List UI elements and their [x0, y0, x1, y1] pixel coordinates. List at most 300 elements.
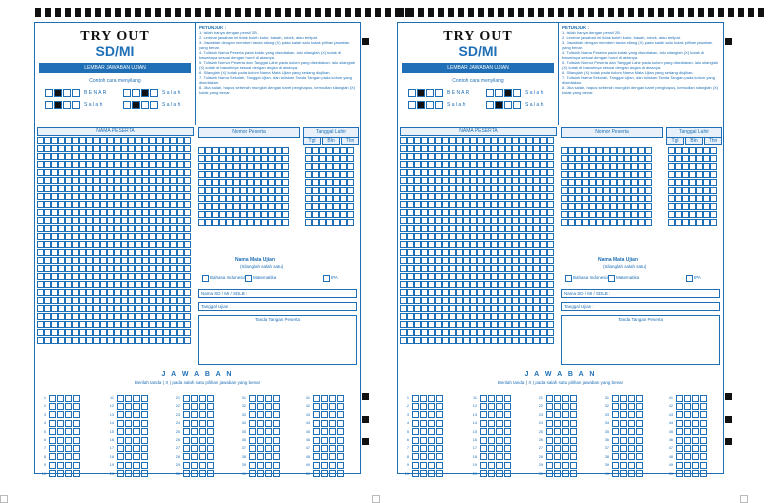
bubble[interactable]: [463, 329, 470, 336]
bubble[interactable]: [400, 177, 407, 184]
bubble[interactable]: [282, 203, 289, 210]
answer-bubble[interactable]: [546, 453, 553, 460]
bubble[interactable]: [491, 241, 498, 248]
answer-bubble[interactable]: [436, 470, 443, 477]
bubble[interactable]: [177, 153, 184, 160]
answer-bubble[interactable]: [141, 453, 148, 460]
bubble[interactable]: [333, 147, 340, 154]
bubble[interactable]: [645, 187, 652, 194]
bubble[interactable]: [58, 161, 65, 168]
bubble[interactable]: [526, 321, 533, 328]
bubble[interactable]: [163, 249, 170, 256]
bubble[interactable]: [79, 297, 86, 304]
bubble[interactable]: [319, 203, 326, 210]
bubble[interactable]: [51, 329, 58, 336]
bubble[interactable]: [540, 329, 547, 336]
answer-bubble[interactable]: [562, 403, 569, 410]
bubble[interactable]: [400, 153, 407, 160]
bubble[interactable]: [312, 163, 319, 170]
bubble[interactable]: [121, 233, 128, 240]
bubble[interactable]: [470, 305, 477, 312]
bubble[interactable]: [72, 169, 79, 176]
bubble[interactable]: [305, 211, 312, 218]
bubble[interactable]: [400, 201, 407, 208]
answer-bubble[interactable]: [620, 403, 627, 410]
bubble[interactable]: [624, 195, 631, 202]
answer-bubble[interactable]: [117, 395, 124, 402]
answer-bubble[interactable]: [628, 445, 635, 452]
bubble[interactable]: [93, 241, 100, 248]
bubble[interactable]: [65, 297, 72, 304]
bubble[interactable]: [107, 257, 114, 264]
bubble[interactable]: [184, 161, 191, 168]
bubble[interactable]: [340, 171, 347, 178]
answer-bubble[interactable]: [676, 453, 683, 460]
answer-bubble[interactable]: [65, 420, 72, 427]
bubble[interactable]: [170, 217, 177, 224]
bubble[interactable]: [477, 185, 484, 192]
answer-bubble[interactable]: [504, 437, 511, 444]
answer-bubble[interactable]: [436, 453, 443, 460]
bubble[interactable]: [184, 313, 191, 320]
bubble[interactable]: [421, 273, 428, 280]
bubble[interactable]: [463, 265, 470, 272]
bubble[interactable]: [65, 289, 72, 296]
bubble[interactable]: [526, 329, 533, 336]
answer-bubble[interactable]: [49, 411, 56, 418]
bubble[interactable]: [198, 147, 205, 154]
answer-bubble[interactable]: [546, 428, 553, 435]
answer-bubble[interactable]: [700, 445, 707, 452]
bubble[interactable]: [177, 225, 184, 232]
bubble[interactable]: [326, 147, 333, 154]
answer-bubble[interactable]: [570, 453, 577, 460]
bubble[interactable]: [268, 147, 275, 154]
answer-bubble[interactable]: [199, 395, 206, 402]
bubble[interactable]: [198, 187, 205, 194]
bubble[interactable]: [407, 161, 414, 168]
answer-bubble[interactable]: [125, 395, 132, 402]
answer-bubble[interactable]: [249, 420, 256, 427]
bubble[interactable]: [505, 249, 512, 256]
bubble[interactable]: [268, 171, 275, 178]
bubble[interactable]: [347, 203, 354, 210]
bubble[interactable]: [477, 193, 484, 200]
bubble[interactable]: [149, 281, 156, 288]
bubble[interactable]: [442, 289, 449, 296]
answer-bubble[interactable]: [436, 462, 443, 469]
bubble[interactable]: [582, 203, 589, 210]
bubble[interactable]: [414, 209, 421, 216]
bubble[interactable]: [407, 273, 414, 280]
bubble[interactable]: [400, 329, 407, 336]
bubble[interactable]: [149, 169, 156, 176]
answer-bubble[interactable]: [546, 395, 553, 402]
bubble[interactable]: [682, 203, 689, 210]
bubble[interactable]: [107, 265, 114, 272]
bubble[interactable]: [142, 241, 149, 248]
bubble[interactable]: [184, 321, 191, 328]
bubble[interactable]: [407, 289, 414, 296]
bubble[interactable]: [198, 203, 205, 210]
bubble[interactable]: [268, 219, 275, 226]
bubble[interactable]: [610, 147, 617, 154]
bubble[interactable]: [156, 145, 163, 152]
bubble[interactable]: [79, 265, 86, 272]
bubble[interactable]: [114, 337, 121, 344]
bubble[interactable]: [128, 241, 135, 248]
bubble[interactable]: [149, 137, 156, 144]
bubble[interactable]: [128, 329, 135, 336]
bubble[interactable]: [212, 171, 219, 178]
bubble[interactable]: [442, 201, 449, 208]
bubble[interactable]: [142, 297, 149, 304]
bubble[interactable]: [142, 329, 149, 336]
answer-bubble[interactable]: [428, 411, 435, 418]
bubble[interactable]: [58, 241, 65, 248]
answer-bubble[interactable]: [412, 437, 419, 444]
answer-bubble[interactable]: [57, 437, 64, 444]
bubble[interactable]: [58, 313, 65, 320]
bubble[interactable]: [596, 187, 603, 194]
answer-bubble[interactable]: [676, 411, 683, 418]
bubble[interactable]: [470, 161, 477, 168]
bubble[interactable]: [340, 155, 347, 162]
bubble[interactable]: [282, 195, 289, 202]
bubble[interactable]: [519, 321, 526, 328]
bubble[interactable]: [414, 169, 421, 176]
bubble[interactable]: [319, 155, 326, 162]
bubble[interactable]: [596, 203, 603, 210]
bubble[interactable]: [128, 177, 135, 184]
bubble[interactable]: [519, 185, 526, 192]
bubble[interactable]: [177, 265, 184, 272]
bubble[interactable]: [519, 153, 526, 160]
bubble[interactable]: [491, 297, 498, 304]
bubble[interactable]: [240, 219, 247, 226]
bubble[interactable]: [547, 209, 554, 216]
answer-bubble[interactable]: [249, 428, 256, 435]
answer-bubble[interactable]: [496, 462, 503, 469]
bubble[interactable]: [37, 177, 44, 184]
answer-bubble[interactable]: [436, 395, 443, 402]
bubble[interactable]: [275, 195, 282, 202]
bubble[interactable]: [512, 257, 519, 264]
bubble[interactable]: [65, 249, 72, 256]
bubble[interactable]: [456, 329, 463, 336]
bubble[interactable]: [319, 219, 326, 226]
bubble[interactable]: [79, 241, 86, 248]
answer-bubble[interactable]: [329, 395, 336, 402]
bubble[interactable]: [156, 281, 163, 288]
bubble[interactable]: [603, 187, 610, 194]
bubble[interactable]: [645, 163, 652, 170]
answer-bubble[interactable]: [313, 437, 320, 444]
bubble[interactable]: [177, 185, 184, 192]
bubble[interactable]: [233, 179, 240, 186]
bubble[interactable]: [312, 147, 319, 154]
answer-bubble[interactable]: [676, 403, 683, 410]
bubble[interactable]: [589, 211, 596, 218]
answer-bubble[interactable]: [329, 437, 336, 444]
answer-bubble[interactable]: [488, 420, 495, 427]
bubble[interactable]: [282, 219, 289, 226]
bubble[interactable]: [407, 249, 414, 256]
bubble[interactable]: [107, 185, 114, 192]
bubble[interactable]: [498, 177, 505, 184]
bubble[interactable]: [428, 209, 435, 216]
answer-bubble[interactable]: [191, 403, 198, 410]
bubble[interactable]: [400, 321, 407, 328]
bubble[interactable]: [463, 137, 470, 144]
bubble[interactable]: [142, 233, 149, 240]
bubble[interactable]: [491, 233, 498, 240]
answer-bubble[interactable]: [480, 453, 487, 460]
bubble[interactable]: [400, 265, 407, 272]
bubble[interactable]: [37, 321, 44, 328]
answer-bubble[interactable]: [207, 428, 214, 435]
bubble[interactable]: [449, 289, 456, 296]
bubble[interactable]: [275, 155, 282, 162]
subject-checkbox[interactable]: [323, 275, 330, 282]
bubble[interactable]: [414, 337, 421, 344]
answer-bubble[interactable]: [191, 428, 198, 435]
bubble[interactable]: [449, 145, 456, 152]
bubble[interactable]: [79, 145, 86, 152]
bubble[interactable]: [142, 193, 149, 200]
bubble[interactable]: [128, 321, 135, 328]
bubble[interactable]: [163, 329, 170, 336]
bubble[interactable]: [198, 179, 205, 186]
answer-bubble[interactable]: [49, 395, 56, 402]
bubble[interactable]: [505, 145, 512, 152]
bubble[interactable]: [421, 257, 428, 264]
bubble[interactable]: [505, 233, 512, 240]
bubble[interactable]: [582, 195, 589, 202]
bubble[interactable]: [505, 281, 512, 288]
bubble[interactable]: [135, 281, 142, 288]
bubble[interactable]: [449, 209, 456, 216]
bubble[interactable]: [689, 219, 696, 226]
bubble[interactable]: [547, 145, 554, 152]
bubble[interactable]: [533, 137, 540, 144]
answer-bubble[interactable]: [684, 420, 691, 427]
bubble[interactable]: [163, 313, 170, 320]
bubble[interactable]: [589, 147, 596, 154]
bubble[interactable]: [414, 305, 421, 312]
bubble[interactable]: [484, 281, 491, 288]
bubble[interactable]: [575, 147, 582, 154]
bubble[interactable]: [505, 321, 512, 328]
bubble[interactable]: [491, 329, 498, 336]
bubble[interactable]: [477, 137, 484, 144]
answer-bubble[interactable]: [636, 403, 643, 410]
bubble[interactable]: [107, 177, 114, 184]
bubble[interactable]: [347, 219, 354, 226]
bubble[interactable]: [44, 225, 51, 232]
answer-bubble[interactable]: [133, 428, 140, 435]
bubble[interactable]: [470, 257, 477, 264]
answer-bubble[interactable]: [546, 437, 553, 444]
bubble[interactable]: [340, 203, 347, 210]
bubble[interactable]: [58, 249, 65, 256]
bubble[interactable]: [568, 171, 575, 178]
bubble[interactable]: [128, 209, 135, 216]
bubble[interactable]: [312, 211, 319, 218]
bubble[interactable]: [428, 337, 435, 344]
answer-bubble[interactable]: [191, 453, 198, 460]
answer-bubble[interactable]: [570, 437, 577, 444]
bubble[interactable]: [347, 155, 354, 162]
bubble[interactable]: [442, 321, 449, 328]
bubble[interactable]: [400, 209, 407, 216]
bubble[interactable]: [603, 203, 610, 210]
bubble[interactable]: [65, 305, 72, 312]
bubble[interactable]: [205, 163, 212, 170]
bubble[interactable]: [512, 137, 519, 144]
bubble[interactable]: [156, 257, 163, 264]
answer-bubble[interactable]: [562, 411, 569, 418]
answer-bubble[interactable]: [504, 453, 511, 460]
bubble[interactable]: [205, 179, 212, 186]
bubble[interactable]: [470, 281, 477, 288]
bubble[interactable]: [156, 185, 163, 192]
bubble[interactable]: [470, 313, 477, 320]
bubble[interactable]: [282, 147, 289, 154]
bubble[interactable]: [305, 163, 312, 170]
answer-bubble[interactable]: [57, 420, 64, 427]
bubble[interactable]: [603, 195, 610, 202]
answer-bubble[interactable]: [49, 403, 56, 410]
bubble[interactable]: [79, 257, 86, 264]
bubble[interactable]: [305, 179, 312, 186]
bubble[interactable]: [44, 169, 51, 176]
bubble[interactable]: [407, 185, 414, 192]
answer-bubble[interactable]: [337, 437, 344, 444]
bubble[interactable]: [463, 305, 470, 312]
bubble[interactable]: [414, 193, 421, 200]
bubble[interactable]: [86, 177, 93, 184]
bubble[interactable]: [233, 147, 240, 154]
answer-bubble[interactable]: [337, 403, 344, 410]
bubble[interactable]: [498, 265, 505, 272]
bubble[interactable]: [456, 137, 463, 144]
answer-bubble[interactable]: [692, 395, 699, 402]
answer-bubble[interactable]: [183, 403, 190, 410]
bubble[interactable]: [86, 145, 93, 152]
bubble[interactable]: [484, 201, 491, 208]
bubble[interactable]: [512, 249, 519, 256]
answer-bubble[interactable]: [412, 462, 419, 469]
bubble[interactable]: [477, 225, 484, 232]
bubble[interactable]: [156, 233, 163, 240]
bubble[interactable]: [491, 193, 498, 200]
bubble[interactable]: [114, 193, 121, 200]
bubble[interactable]: [282, 163, 289, 170]
bubble[interactable]: [37, 193, 44, 200]
answer-bubble[interactable]: [199, 462, 206, 469]
bubble[interactable]: [128, 273, 135, 280]
bubble[interactable]: [51, 201, 58, 208]
bubble[interactable]: [37, 337, 44, 344]
bubble[interactable]: [170, 313, 177, 320]
bubble[interactable]: [333, 187, 340, 194]
answer-bubble[interactable]: [265, 411, 272, 418]
bubble[interactable]: [505, 241, 512, 248]
bubble[interactable]: [282, 171, 289, 178]
answer-bubble[interactable]: [428, 395, 435, 402]
bubble[interactable]: [463, 241, 470, 248]
bubble[interactable]: [533, 289, 540, 296]
answer-bubble[interactable]: [249, 470, 256, 477]
answer-bubble[interactable]: [117, 470, 124, 477]
bubble[interactable]: [142, 313, 149, 320]
bubble[interactable]: [100, 225, 107, 232]
answer-bubble[interactable]: [488, 453, 495, 460]
answer-bubble[interactable]: [480, 395, 487, 402]
answer-bubble[interactable]: [692, 420, 699, 427]
answer-bubble[interactable]: [73, 470, 80, 477]
bubble[interactable]: [428, 313, 435, 320]
bubble[interactable]: [512, 233, 519, 240]
bubble[interactable]: [414, 313, 421, 320]
answer-bubble[interactable]: [636, 453, 643, 460]
answer-bubble[interactable]: [49, 470, 56, 477]
bubble[interactable]: [268, 187, 275, 194]
bubble[interactable]: [37, 169, 44, 176]
bubble[interactable]: [128, 257, 135, 264]
answer-bubble[interactable]: [504, 462, 511, 469]
bubble[interactable]: [498, 145, 505, 152]
bubble[interactable]: [407, 241, 414, 248]
answer-bubble[interactable]: [313, 420, 320, 427]
bubble[interactable]: [79, 289, 86, 296]
bubble[interactable]: [142, 145, 149, 152]
bubble[interactable]: [631, 203, 638, 210]
answer-bubble[interactable]: [57, 395, 64, 402]
bubble[interactable]: [400, 145, 407, 152]
bubble[interactable]: [421, 337, 428, 344]
bubble[interactable]: [484, 145, 491, 152]
answer-bubble[interactable]: [133, 420, 140, 427]
answer-bubble[interactable]: [562, 428, 569, 435]
bubble[interactable]: [247, 171, 254, 178]
answer-bubble[interactable]: [273, 453, 280, 460]
bubble[interactable]: [142, 201, 149, 208]
answer-bubble[interactable]: [199, 411, 206, 418]
bubble[interactable]: [233, 219, 240, 226]
bubble[interactable]: [333, 211, 340, 218]
bubble[interactable]: [226, 195, 233, 202]
bubble[interactable]: [163, 137, 170, 144]
bubble[interactable]: [675, 155, 682, 162]
bubble[interactable]: [44, 201, 51, 208]
bubble[interactable]: [114, 225, 121, 232]
bubble[interactable]: [86, 209, 93, 216]
answer-bubble[interactable]: [337, 411, 344, 418]
bubble[interactable]: [93, 145, 100, 152]
bubble[interactable]: [407, 233, 414, 240]
answer-bubble[interactable]: [554, 470, 561, 477]
bubble[interactable]: [156, 289, 163, 296]
bubble[interactable]: [233, 203, 240, 210]
bubble[interactable]: [107, 297, 114, 304]
bubble[interactable]: [121, 209, 128, 216]
answer-bubble[interactable]: [620, 462, 627, 469]
bubble[interactable]: [58, 233, 65, 240]
bubble[interactable]: [163, 153, 170, 160]
bubble[interactable]: [505, 289, 512, 296]
